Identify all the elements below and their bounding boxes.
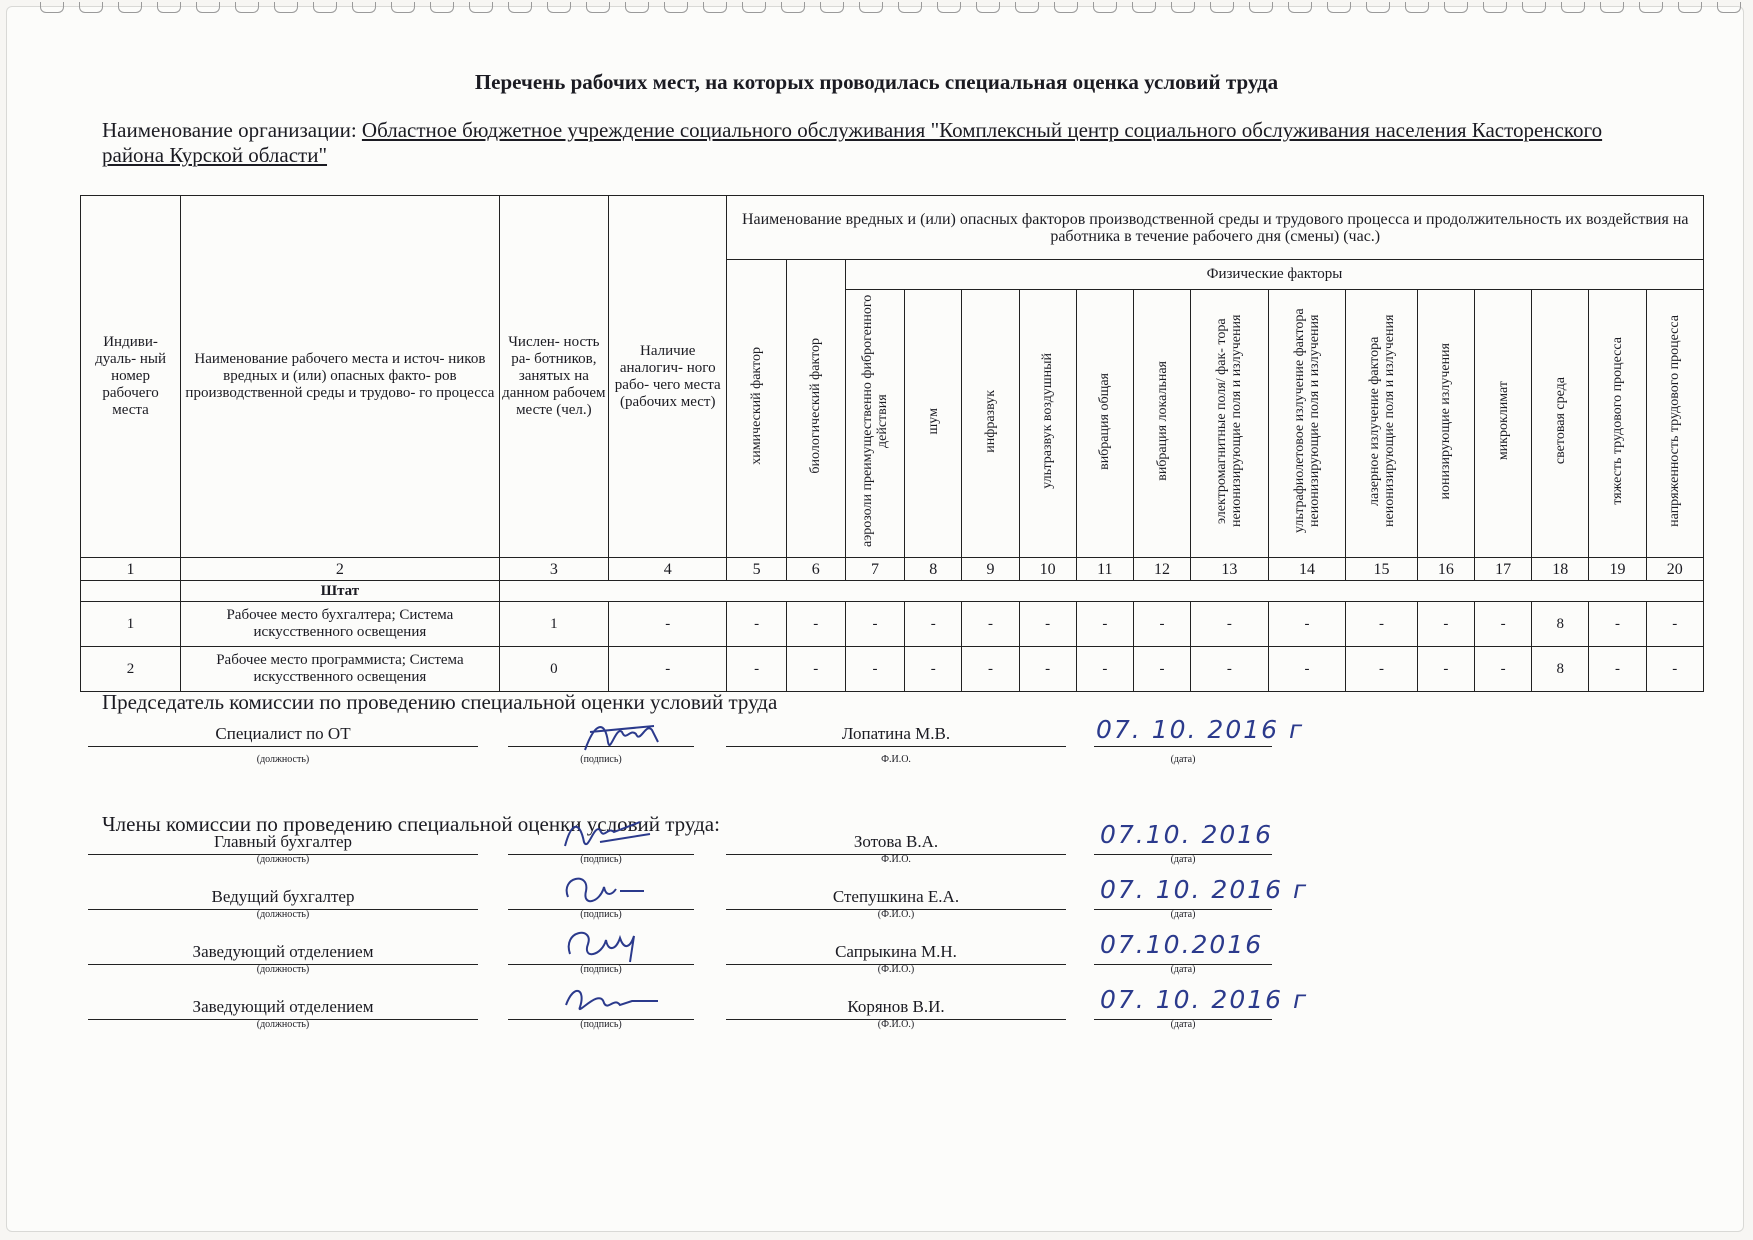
binding-hook [352,2,376,13]
binding-hook [313,2,337,13]
row-number: 1 [81,602,181,647]
chair-signature-caption: (подпись) [580,754,622,765]
member-name: Зотова В.А. [726,830,1066,855]
member-position-caption: (должность) [256,964,310,975]
header-col4: Наличие аналогич- ного рабо- чего места (рабочих мест) [608,196,726,558]
header-factors: Наименование вредных и (или) опасных факторов производственной среды и трудового процесса и продолжительность их воздействия на работника в течение рабочего дня (смены) (час.) [727,196,1704,260]
binding-hook [1639,2,1663,13]
row-factor-value: - [1646,647,1703,692]
column-number: 13 [1191,558,1269,581]
row-factor-value: - [1417,602,1474,647]
header-factor-16: ионизирующие излучения [1417,290,1474,558]
row-factor-value: - [1474,647,1531,692]
column-number: 4 [608,558,726,581]
member-position: Заведующий отделением [88,940,478,965]
row-analog: - [608,602,726,647]
section-label: Штат [181,581,500,602]
column-number: 20 [1646,558,1703,581]
member-position: Ведущий бухгалтер [88,885,478,910]
header-factor-12: вибрация локальная [1133,290,1190,558]
row-factor-value: - [1346,647,1417,692]
row-worker-count: 0 [499,647,608,692]
row-analog: - [608,647,726,692]
header-factor-chemical: химический фактор [727,260,786,558]
member-signature-caption: (подпись) [580,909,622,920]
binding-hook [157,2,181,13]
row-factor-value: - [1133,647,1190,692]
binding-hook [1366,2,1390,13]
member-signature [560,977,670,1025]
member-name: Сапрыкина М.Н. [726,940,1066,965]
binding-hook [937,2,961,13]
organization-label: Наименование организации: [102,118,357,142]
header-col3: Числен- ность ра- ботников, занятых на данном рабочем месте (чел.) [499,196,608,558]
column-number: 17 [1474,558,1531,581]
section-fill [499,581,1703,602]
row-workplace-name: Рабочее место бухгалтера; Система искусственного освещения [181,602,500,647]
row-factor-value: - [1268,647,1346,692]
binding-hook [703,2,727,13]
row-factor-value: 8 [1532,647,1589,692]
binding-hook [625,2,649,13]
section-empty [81,581,181,602]
binding-hook [469,2,493,13]
column-number: 3 [499,558,608,581]
member-fio-caption: Ф.И.О. [881,854,911,865]
column-number: 15 [1346,558,1417,581]
header-factor-7: аэрозоли преимущественно фиброгенного действия [845,290,904,558]
binding-hook [1327,2,1351,13]
header-factor-15: лазерное излучение фактора неионизирующие поля и излучения [1346,290,1417,558]
row-factor-value: - [1191,647,1269,692]
member-fio-caption: (Ф.И.О.) [877,909,915,920]
binding-hook [1522,2,1546,13]
binding-hook [1561,2,1585,13]
members-title: Члены комиссии по проведению специальной оценки условий труда: [102,812,720,836]
header-factor-14: ультрафиолетовое излучение фактора неионизирующие поля и излучения [1268,290,1346,558]
column-number: 12 [1133,558,1190,581]
binding-hook [1483,2,1507,13]
member-signature-caption: (подпись) [580,964,622,975]
binding-hook [1132,2,1156,13]
header-factor-10: ультразвук воздушный [1019,290,1076,558]
member-date-caption: (дата) [1170,1019,1196,1030]
binding-hook [781,2,805,13]
row-factor-value: 8 [1532,602,1589,647]
row-number: 2 [81,647,181,692]
column-number: 18 [1532,558,1589,581]
binding-hook [391,2,415,13]
column-number: 14 [1268,558,1346,581]
binding-hook [547,2,571,13]
row-factor-value: - [1346,602,1417,647]
header-factor-11: вибрация общая [1076,290,1133,558]
binding-hook [1600,2,1624,13]
binding-hook [235,2,259,13]
organization-name: Областное бюджетное учреждение социального обслуживания "Комплексный центр социального обслуживания населения Касторенского района Курской области" [102,118,1603,167]
row-factor-value: - [1646,602,1703,647]
member-name: Степушкина Е.А. [726,885,1066,910]
binding-hook [1405,2,1429,13]
binding-hook [1717,2,1741,13]
binding-hook [859,2,883,13]
header-factor-biological: биологический фактор [786,260,845,558]
spiral-binding [0,0,1753,18]
row-factor-value: - [727,602,786,647]
row-factor-value: - [1019,602,1076,647]
row-factor-value: - [1076,602,1133,647]
row-factor-value: - [1019,647,1076,692]
row-factor-value: - [1133,602,1190,647]
chair-fio-caption: Ф.И.О. [881,754,911,765]
member-signature [560,867,670,915]
member-signature-caption: (подпись) [580,1019,622,1030]
member-fio-caption: (Ф.И.О.) [877,964,915,975]
column-number: 1 [81,558,181,581]
row-workplace-name: Рабочее место программиста; Система искусственного освещения [181,647,500,692]
row-factor-value: - [962,647,1019,692]
header-factor-13: электромагнитные поля/ фак- тора неионизирующие поля и излучения [1191,290,1269,558]
row-factor-value: - [1076,647,1133,692]
row-factor-value: - [1191,602,1269,647]
chair-name: Лопатина М.В. [726,722,1066,747]
member-date: 07. 10. 2016 г [1100,875,1309,904]
member-date: 07.10. 2016 [1100,820,1274,849]
row-factor-value: - [1474,602,1531,647]
binding-hook [898,2,922,13]
column-number: 6 [786,558,845,581]
binding-hook [820,2,844,13]
header-factor-17: микроклимат [1474,290,1531,558]
chair-position-caption: (должность) [256,754,310,765]
chair-title: Председатель комиссии по проведению специальной оценки условий труда [102,690,778,714]
binding-hook [1171,2,1195,13]
row-factor-value: - [1268,602,1346,647]
row-factor-value: - [786,647,845,692]
organization-line [102,118,1662,168]
member-position-caption: (должность) [256,1019,310,1030]
member-date: 07.10.2016 [1100,930,1264,959]
binding-hook [196,2,220,13]
binding-hook [79,2,103,13]
column-number: 7 [845,558,904,581]
binding-hook [430,2,454,13]
member-signature-caption: (подпись) [580,854,622,865]
column-number: 19 [1589,558,1646,581]
member-date-caption: (дата) [1170,854,1196,865]
header-col2: Наименование рабочего места и источ- ников вредных и (или) опасных факто- ров производственной среды и трудово- го процесса [181,196,500,558]
member-position-caption: (должность) [256,854,310,865]
member-signature [560,922,670,970]
header-physical: Физические факторы [845,260,1703,290]
header-factor-19: тяжесть трудового процесса [1589,290,1646,558]
binding-hook [1444,2,1468,13]
binding-hook [40,2,64,13]
binding-hook [1249,2,1273,13]
chair-signature [580,712,670,760]
header-factor-9: инфразвук [962,290,1019,558]
row-factor-value: - [845,647,904,692]
binding-hook [508,2,532,13]
chair-date: 07. 10. 2016 г [1096,715,1305,744]
binding-hook [664,2,688,13]
header-col1: Индиви- дуаль- ный номер рабочего места [81,196,181,558]
binding-hook [1093,2,1117,13]
binding-hook [274,2,298,13]
row-factor-value: - [1589,602,1646,647]
chair-position: Специалист по ОТ [88,722,478,747]
row-factor-value: - [1417,647,1474,692]
member-date-caption: (дата) [1170,964,1196,975]
row-factor-value: - [962,602,1019,647]
binding-hook [1054,2,1078,13]
member-position: Заведующий отделением [88,995,478,1020]
member-name: Корянов В.И. [726,995,1066,1020]
binding-hook [976,2,1000,13]
row-factor-value: - [845,602,904,647]
binding-hook [742,2,766,13]
binding-hook [1288,2,1312,13]
column-number: 2 [181,558,500,581]
row-factor-value: - [786,602,845,647]
column-number: 10 [1019,558,1076,581]
column-number: 16 [1417,558,1474,581]
row-factor-value: - [905,647,962,692]
binding-hook [1210,2,1234,13]
column-number: 11 [1076,558,1133,581]
header-factor-8: шум [905,290,962,558]
column-number: 9 [962,558,1019,581]
binding-hook [1015,2,1039,13]
row-factor-value: - [905,602,962,647]
document-title: Перечень рабочих мест, на которых проводилась специальная оценка условий труда [474,70,1279,94]
workplaces-table [80,195,1704,692]
member-signature [560,812,670,860]
member-date: 07. 10. 2016 г [1100,985,1309,1014]
row-worker-count: 1 [499,602,608,647]
column-number: 8 [905,558,962,581]
header-factor-20: напряженность трудового процесса [1646,290,1703,558]
member-position-caption: (должность) [256,909,310,920]
row-factor-value: - [1589,647,1646,692]
member-position: Главный бухгалтер [88,830,478,855]
binding-hook [118,2,142,13]
binding-hook [1678,2,1702,13]
header-factor-18: световая среда [1532,290,1589,558]
row-factor-value: - [727,647,786,692]
column-number: 5 [727,558,786,581]
binding-hook [586,2,610,13]
member-date-caption: (дата) [1170,909,1196,920]
member-fio-caption: (Ф.И.О.) [877,1019,915,1030]
chair-date-caption: (дата) [1170,754,1196,765]
